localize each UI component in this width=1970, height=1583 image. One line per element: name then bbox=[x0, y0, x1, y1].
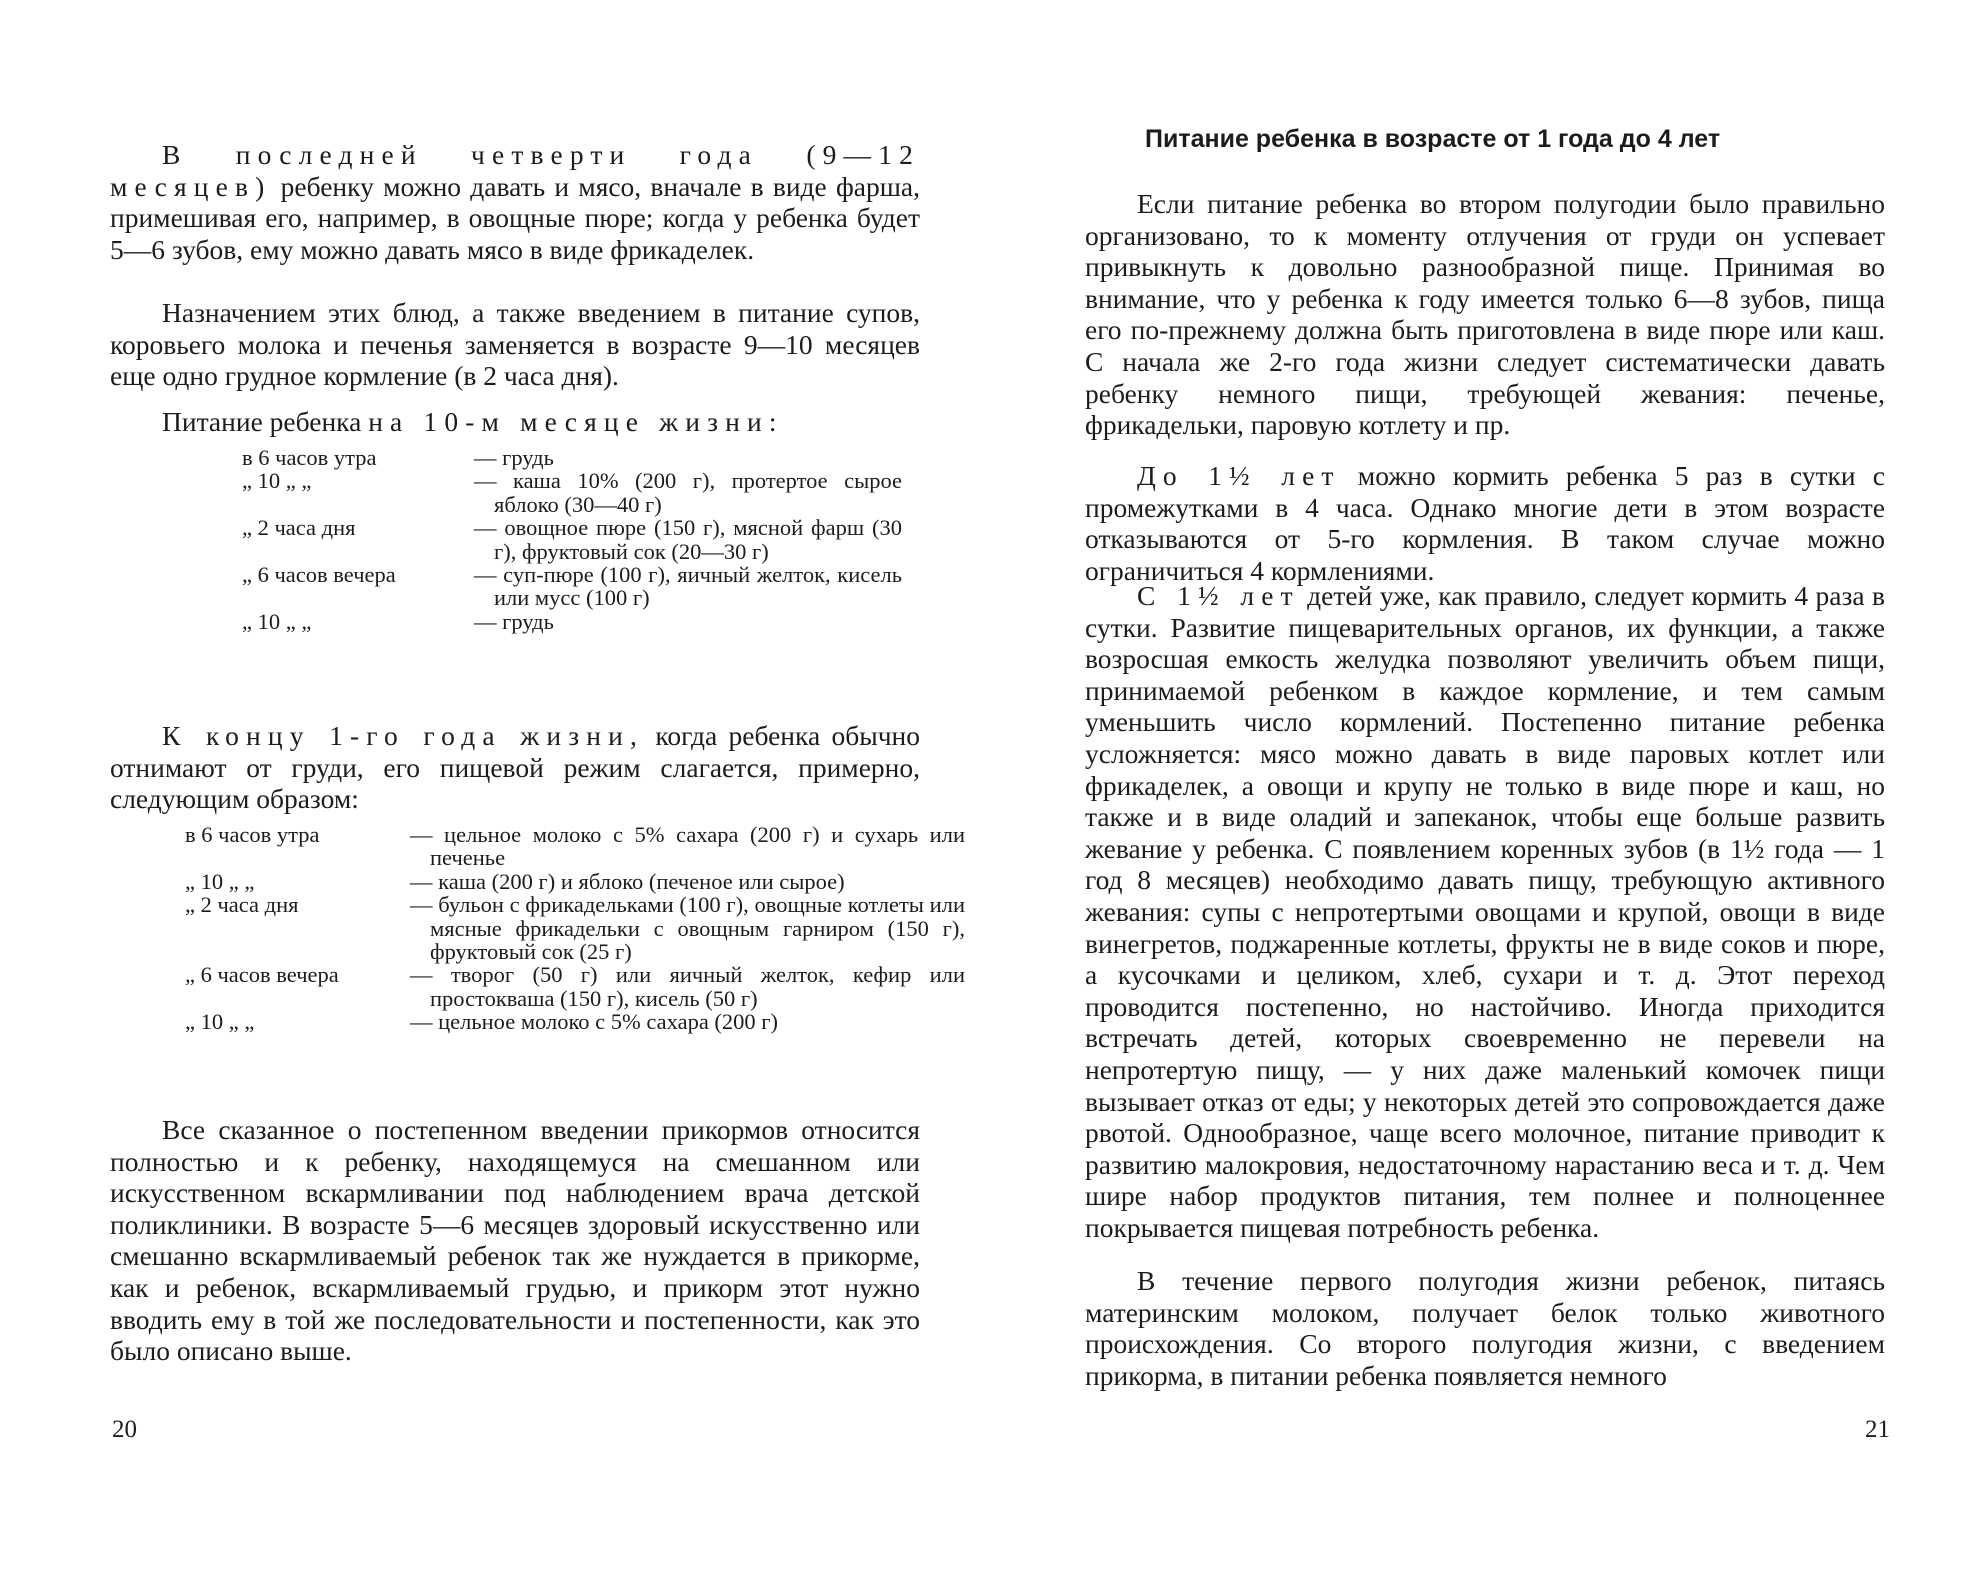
schedule-time: „ 10 „ „ bbox=[242, 608, 312, 634]
paragraph-protein: В течение первого полугодия жизни ребенок, питаясь материнским молоком, получает белок только животного происхождения. Со второго полугодия жизни, с введением прикорма, в питании ребенка появляется немного bbox=[1085, 1265, 1885, 1391]
schedule-row bbox=[185, 893, 965, 963]
schedule-row bbox=[242, 469, 902, 516]
paragraph-four-meals bbox=[1085, 580, 1885, 1243]
paragraph-10th-month bbox=[110, 406, 920, 438]
schedule-desc: — бульон с фрикадельками (100 г), овощные котлеты или мясные фрикадельки с овощным гарниром (150 г), фруктовый сок (25 г) bbox=[410, 892, 965, 965]
schedule-time: в 6 часов утра bbox=[242, 445, 377, 470]
page-number: 21 bbox=[1865, 1416, 1890, 1443]
feeding-schedule-10-months bbox=[242, 446, 902, 633]
section-heading: Питание ребенка в возрасте от 1 года до 4 лет bbox=[1145, 125, 1721, 153]
paragraph-text: можно кормить ребенка 5 раз в сутки с промежутками в 4 часа. Однако многие дети в этом возрасте отказываются от 5-го кормления. В таком случае можно ограничиться 4 кормлениями. bbox=[1085, 460, 1885, 586]
schedule-row bbox=[242, 516, 902, 563]
schedule-desc: — каша 10% (200 г), протертое сырое яблоко (30—40 г) bbox=[474, 468, 902, 517]
schedule-row bbox=[242, 563, 902, 610]
spaced-lead: В последней четверти года (9—12 месяцев) bbox=[110, 139, 920, 202]
left-page bbox=[110, 0, 965, 1583]
schedule-desc: — грудь bbox=[474, 608, 554, 634]
paragraph-text: Питание ребенка bbox=[162, 406, 369, 437]
spaced-lead: К концу 1-го года жизни, bbox=[162, 720, 645, 751]
schedule-desc: — цельное молоко с 5% сахара (200 г) bbox=[410, 1009, 779, 1035]
schedule-row bbox=[185, 1010, 965, 1033]
schedule-time: „ 2 часа дня bbox=[242, 515, 356, 541]
schedule-desc: — творог (50 г) или яичный желток, кефир или простокваша (150 г), кисель (50 г) bbox=[410, 962, 965, 1011]
schedule-row bbox=[185, 823, 965, 870]
schedule-time: „ 10 „ „ bbox=[185, 1009, 255, 1035]
paragraph-text: детей уже, как правило, следует кормить 4 раза в сутки. Развитие пищеварительных органов, их функции, а также возросшая емкость желудка позволяют увеличить объем пищи, принимаемой ребенком в каждое кормление, и тем самым уменьшить число кормлений. Постепенно питание ребенка усложняется: мясо можно давать в виде паровых котлет или фрикаделек, а овощи и крупу не только в виде пюре и каш, но также и в виде оладий и запеканок, чтобы еще больше развить жевание у ребенка. С появлением коренных зубов (в 1½ года — 1 год 8 месяцев) необходимо давать пищу, требующую активного жевания: супы с непротертыми овощами и крупой, овощи в виде винегретов, поджаренные котлеты, фрукты не в виде соков и пюре, а кусочками и целиком, хлеб, сухари и т. д. Этот переход проводится постепенно, но настойчиво. Иногда приходится встречать детей, которых своевременно не перевели на непротертую пищу, — у них даже маленький комочек пищи вызывает отказ от еды; у некоторых детей это сопровождается даже рвотой. Однообразное, чаще всего молочное, питание приводит к развитию малокровия, недостаточному нарастанию веса и т. д. Чем шире набор продуктов питания, тем полнее и полноценнее покрывается пищевая потребность ребенка. bbox=[1085, 580, 1885, 1243]
schedule-time: „ 10 „ „ bbox=[242, 468, 312, 494]
paragraph-text: ребенку можно давать и мясо, вначале в виде фарша, примешивая его, например, в овощные пюре; когда у ребенка будет 5—6 зубов, ему можно давать мясо в виде фрикаделек. bbox=[110, 170, 920, 265]
schedule-time: в 6 часов утра bbox=[185, 822, 320, 847]
feeding-schedule-1-year bbox=[185, 823, 965, 1034]
schedule-time: „ 6 часов вечера bbox=[242, 562, 396, 588]
paragraph-text: когда ребенка обычно отнимают от груди, его пищевой режим слагается, примерно, следующим образом: bbox=[110, 720, 920, 815]
spaced-phrase: на 10-м месяце жизни: bbox=[368, 406, 784, 437]
spaced-lead: До 1½ лет bbox=[1137, 460, 1341, 491]
spaced-lead: С 1½ лет bbox=[1137, 580, 1300, 611]
schedule-row bbox=[185, 870, 965, 893]
paragraph-end-of-year bbox=[110, 720, 920, 815]
schedule-desc: — цельное молоко с 5% сахара (200 г) и сухарь или печенье bbox=[410, 822, 965, 871]
schedule-row bbox=[242, 610, 902, 633]
schedule-desc: — суп-пюре (100 г), яичный желток, кисель или мусс (100 г) bbox=[474, 562, 902, 611]
schedule-desc: — грудь bbox=[474, 445, 554, 470]
schedule-desc: — овощное пюре (150 г), мясной фарш (30 г), фруктовый сок (20—30 г) bbox=[474, 515, 902, 564]
paragraph-replacement: Назначением этих блюд, а также введением в питание супов, коровьего молока и печенья заменяется в возрасте 9—10 месяцев еще одно грудное кормление (в 2 часа дня). bbox=[110, 297, 920, 392]
schedule-time: „ 2 часа дня bbox=[185, 892, 299, 918]
right-page bbox=[1085, 0, 1890, 1583]
schedule-row bbox=[185, 963, 965, 1010]
schedule-time: „ 6 часов вечера bbox=[185, 962, 339, 988]
paragraph-mixed-feeding: Все сказанное о постепенном введении прикормов относится полностью и к ребенку, находящемуся на смешанном или искусственном вскармливании под наблюдением врача детской поликлиники. В возрасте 5—6 месяцев здоровый искусственно или смешанно вскармливаемый ребенок так же нуждается в прикорме, как и ребенок, вскармливаемый грудью, и прикорм этот нужно вводить ему в той же последовательности и постепенности, как это было описано выше. bbox=[110, 1114, 920, 1367]
schedule-row bbox=[242, 446, 902, 469]
page-number: 20 bbox=[112, 1416, 137, 1443]
paragraph-five-meals bbox=[1085, 460, 1885, 586]
schedule-time: „ 10 „ „ bbox=[185, 868, 255, 894]
schedule-desc: — каша (200 г) и яблоко (печеное или сырое) bbox=[410, 868, 845, 894]
paragraph-weaning: Если питание ребенка во втором полугодии было правильно организовано, то к моменту отлучения от груди он успевает привыкнуть к довольно разнообразной пище. Принимая во внимание, что у ребенка к году имеется только 6—8 зубов, пища его по-прежнему должна быть приготовлена в виде пюре или каш. С начала же 2-го года жизни следует систематически давать ребенку немного пищи, требующей жевания: печенье, фрикадельки, паровую котлету и пр. bbox=[1085, 188, 1885, 441]
paragraph-meat-intro bbox=[110, 139, 920, 265]
